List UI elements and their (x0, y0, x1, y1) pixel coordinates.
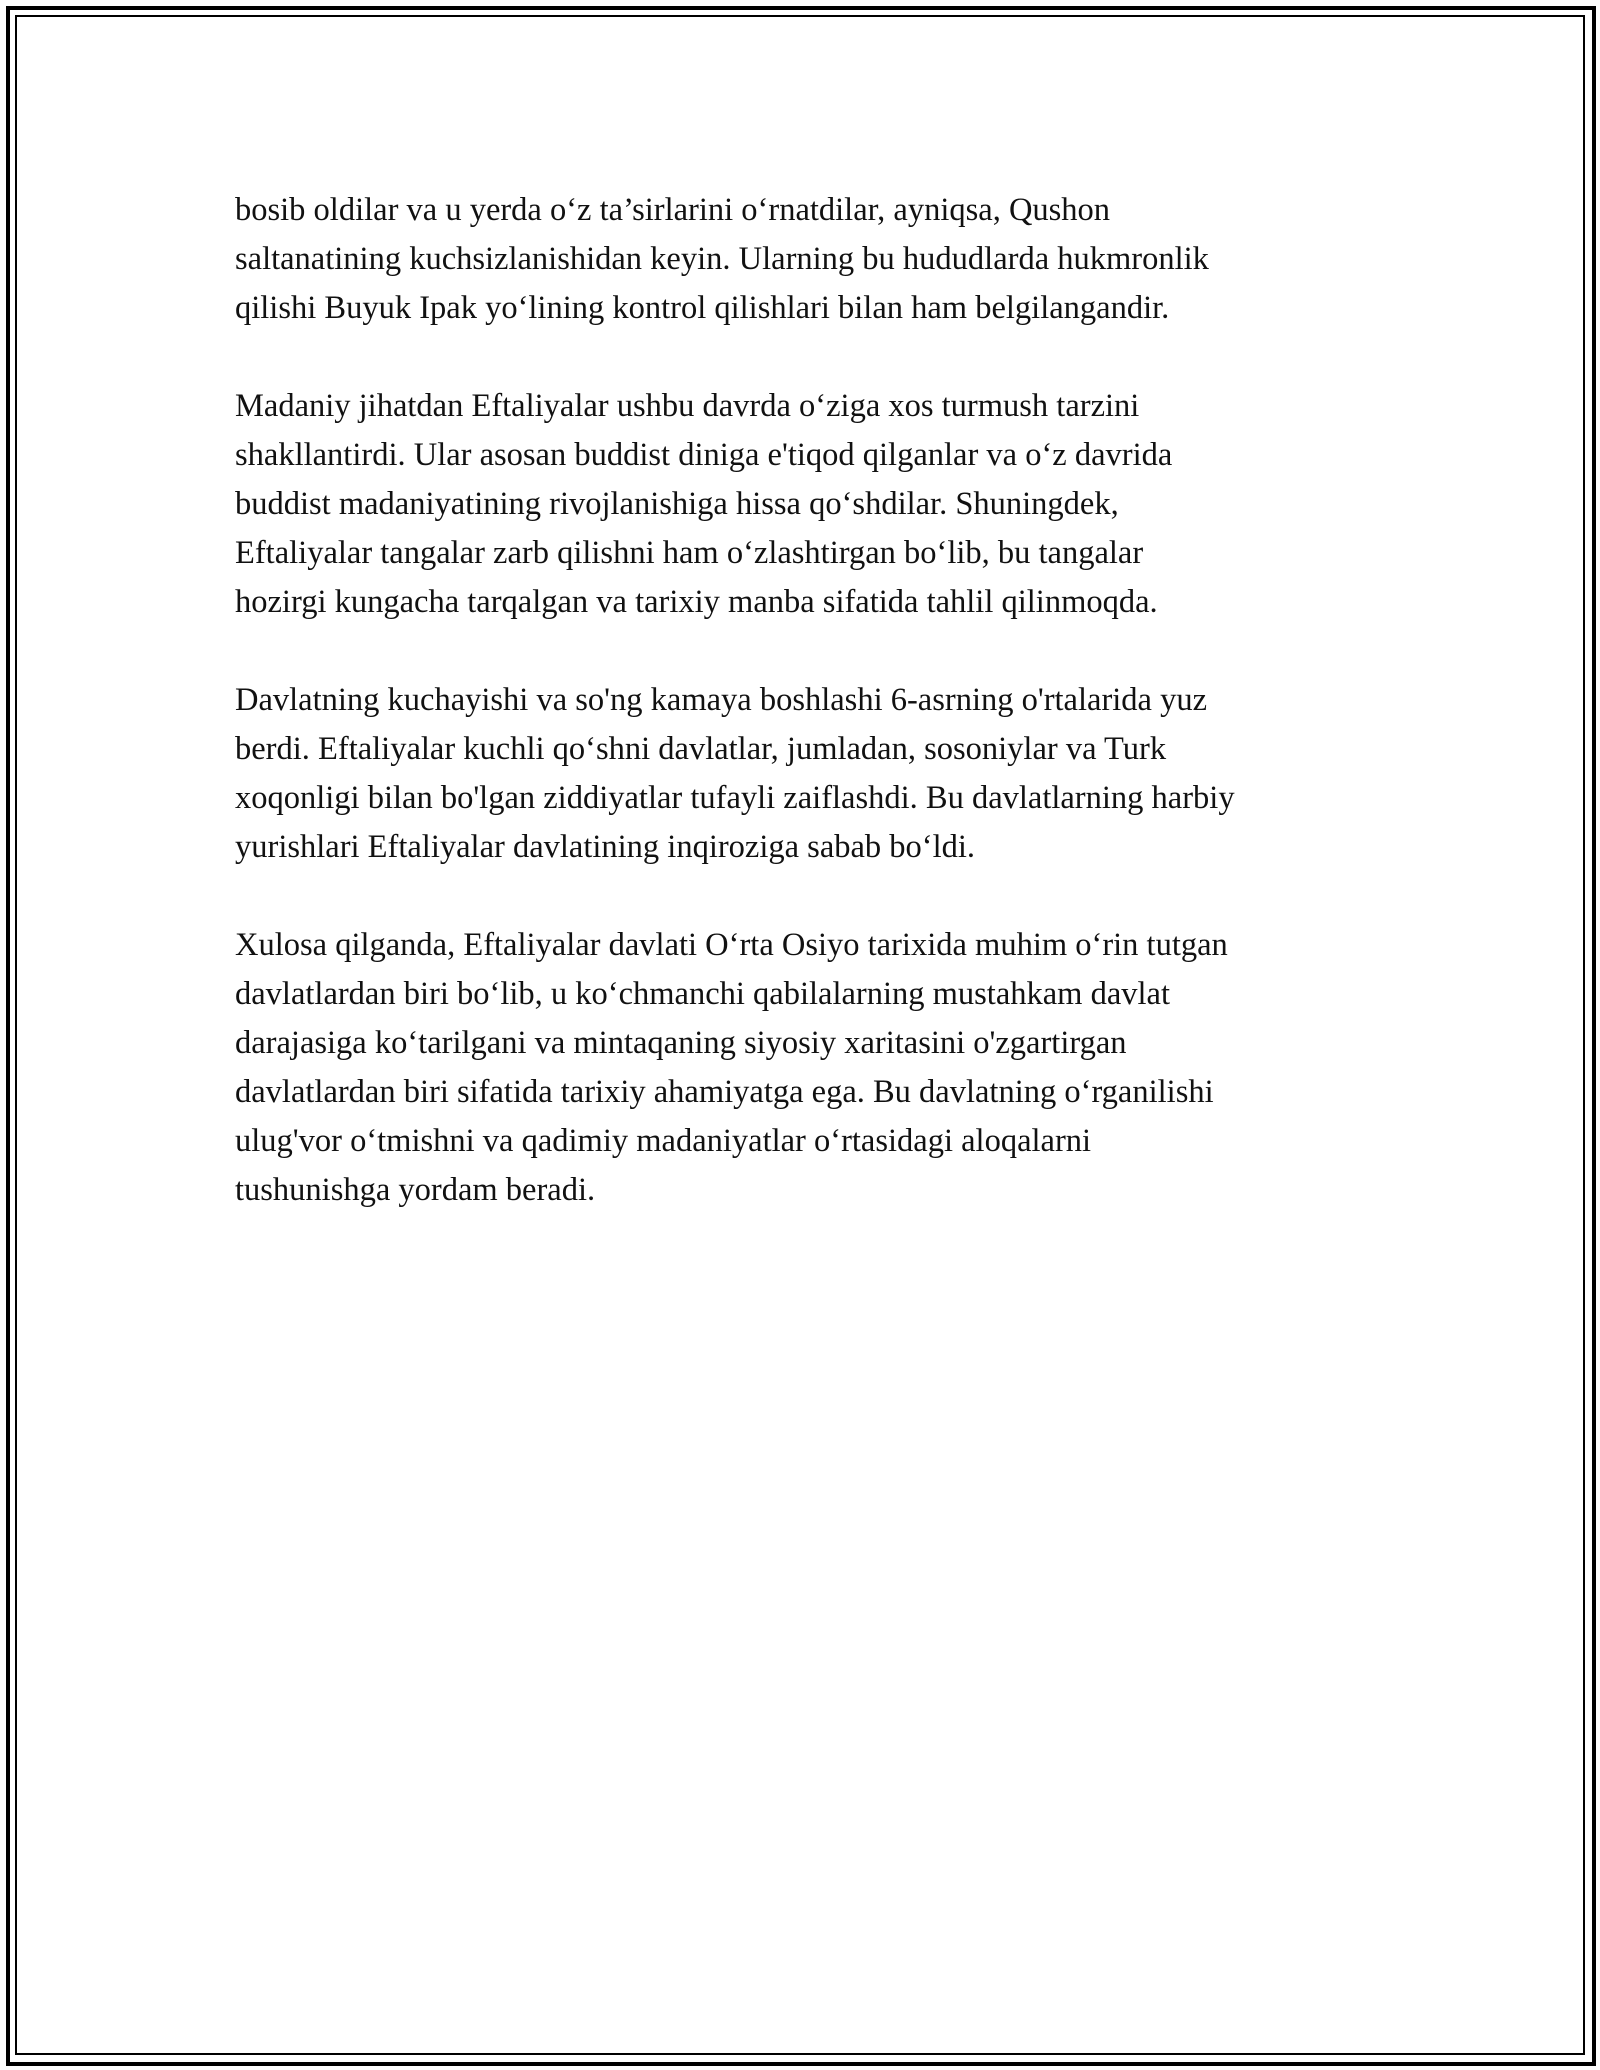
text-line: tushunishga yordam beradi. (235, 1172, 596, 1208)
text-line: saltanatining kuchsizlanishidan keyin. Ularning bu hududlarda hukmronlik (235, 241, 1209, 277)
text-line: bosib oldilar va u yerda o‘z ta’sirlarini o‘rnatdilar, ayniqsa, Qushon (235, 192, 1111, 228)
text-line: Madaniy jihatdan Eftaliyalar ushbu davrda o‘ziga xos turmush tarzini (235, 388, 1140, 424)
text-line: xoqonligi bilan bo'lgan ziddiyatlar tufayli zaiflashdi. Bu davlatlarning harbiy (235, 780, 1235, 816)
document-body (235, 186, 1395, 1264)
paragraph-1 (235, 186, 1395, 333)
text-line: qilishi Buyuk Ipak yo‘lining kontrol qilishlari bilan ham belgilangandir. (235, 290, 1170, 326)
text-line: darajasiga ko‘tarilgani va mintaqaning siyosiy xaritasini o'zgartirgan (235, 1025, 1127, 1061)
text-line: davlatlardan biri bo‘lib, u ko‘chmanchi qabilalarning mustahkam davlat (235, 976, 1170, 1012)
text-line: Xulosa qilganda, Eftaliyalar davlati O‘rta Osiyo tarixida muhim o‘rin tutgan (235, 927, 1228, 963)
text-line: yurishlari Eftaliyalar davlatining inqiroziga sabab bo‘ldi. (235, 829, 976, 865)
text-line: shakllantirdi. Ular asosan buddist diniga e'tiqod qilganlar va o‘z davrida (235, 437, 1173, 473)
paragraph-3 (235, 676, 1395, 872)
paragraph-4 (235, 921, 1395, 1215)
text-line: Eftaliyalar tangalar zarb qilishni ham o‘zlashtirgan bo‘lib, bu tangalar (235, 535, 1144, 571)
text-line: Davlatning kuchayishi va so'ng kamaya boshlashi 6-asrning o'rtalarida yuz (235, 682, 1208, 718)
text-line: buddist madaniyatining rivojlanishiga hissa qo‘shdilar. Shuningdek, (235, 486, 1119, 522)
text-line: hozirgi kungacha tarqalgan va tarixiy manba sifatida tahlil qilinmoqda. (235, 584, 1158, 620)
paragraph-2 (235, 382, 1395, 627)
text-line: davlatlardan biri sifatida tarixiy ahamiyatga ega. Bu davlatning o‘rganilishi (235, 1074, 1214, 1110)
text-line: berdi. Eftaliyalar kuchli qo‘shni davlatlar, jumladan, sosoniylar va Turk (235, 731, 1167, 767)
text-line: ulug'vor o‘tmishni va qadimiy madaniyatlar o‘rtasidagi aloqalarni (235, 1123, 1092, 1159)
